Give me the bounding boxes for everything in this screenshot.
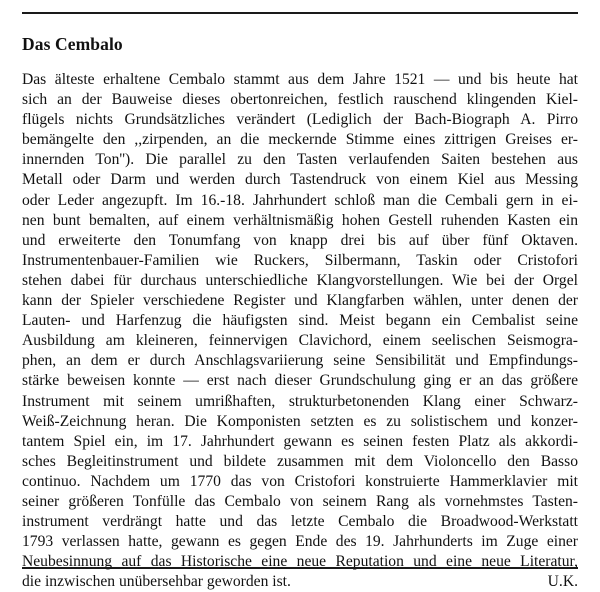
body-line: flügels nichts Grundsätzliches verändert (Lediglich der Bach-Biograph A. Pirro	[22, 111, 578, 129]
body-line: sches Begleitinstrument und bildete zusammen mit dem Violoncello den Basso	[22, 452, 578, 470]
body-line: phen, an dem er durch Anschlagsvariierung seine Sensibilität und Empfindungs-	[22, 352, 578, 370]
body-line: Ausbildung am kleineren, feinnervigen Clavichord, einem seelischen Seismogra-	[22, 332, 578, 350]
body-line: oder Leder angezupft. Im 16.-18. Jahrhundert schloß man die Cembali gern in ei-	[22, 191, 578, 209]
body-line: Instrument mit seinem umrißhaften, strukturbetonenden Klang einer Schwarz-	[22, 392, 578, 410]
body-line: und erweiterte den Tonumfang von knapp drei bis auf über fünf Oktaven.	[22, 231, 578, 249]
body-line: Weiß-Zeichnung heran. Die Komponisten setzten es zu solistischem und konzer-	[22, 412, 578, 430]
top-divider	[22, 12, 578, 14]
body-line: instrument verdrängt hatte und das letzte Cembalo die Broadwood-Werkstatt	[22, 513, 578, 531]
body-line: kann der Spieler verschiedene Register und Klangfarben wählen, unter denen der	[22, 292, 578, 310]
body-line: innernden Ton''). Die parallel zu den Tasten verlaufenden Saiten bestehen aus	[22, 151, 578, 169]
body-line: Instrumentenbauer-Familien wie Ruckers, Silbermann, Taskin oder Cristofori	[22, 251, 578, 269]
body-line: seiner größeren Tonfülle das Cembalo von seinem Rang als vornehmstes Tasten-	[22, 492, 578, 510]
body-line: tantem Spiel ein, im 17. Jahrhundert gewann es seinen festen Platz als akkordi-	[22, 432, 578, 450]
body-line: 1793 verlassen hatte, gewann es gegen Ende des 19. Jahrhunderts im Zuge einer	[22, 533, 578, 551]
body-line: Das älteste erhaltene Cembalo stammt aus dem Jahre 1521 — und bis heute hat	[22, 71, 578, 88]
body-line: Lauten- und Harfenzug die häufigsten sind. Meist begann ein Cembalist seine	[22, 312, 578, 330]
body-line: stehen dabei für durchaus unterschiedliche Klangvorstellungen. Wie bei der Orgel	[22, 271, 578, 289]
article-title: Das Cembalo	[22, 34, 123, 54]
body-line: sich an der Bauweise dieses obertonreichen, festlich rauschend klingenden Kiel-	[22, 91, 578, 109]
article-body	[22, 70, 578, 592]
body-line-last	[22, 572, 578, 592]
body-line: Metall oder Darm und werden durch Tastendruck von einem Kiel aus Messing	[22, 171, 578, 189]
body-line: Neubesinnung auf das Historische eine neue Reputation und eine neue Literatur,	[22, 553, 578, 571]
body-line: bemängelte den ,,zirpenden, an die meckernde Stimme eines zittrigen Greises er-	[22, 131, 578, 149]
bottom-divider	[22, 567, 578, 569]
body-line-text: die inzwischen unübersehbar geworden ist.	[22, 573, 291, 591]
author-signature: U.K.	[547, 573, 578, 591]
body-line: continuo. Nachdem um 1770 das von Cristofori konstruierte Hammerklavier mit	[22, 472, 578, 490]
body-line: stärke beweisen konnte — erst nach dieser Grundschulung ging er an das größere	[22, 372, 578, 390]
body-line: nen bunt bemalten, auf einem verhältnismäßig hohen Gestell ruhenden Kasten ein	[22, 211, 578, 229]
